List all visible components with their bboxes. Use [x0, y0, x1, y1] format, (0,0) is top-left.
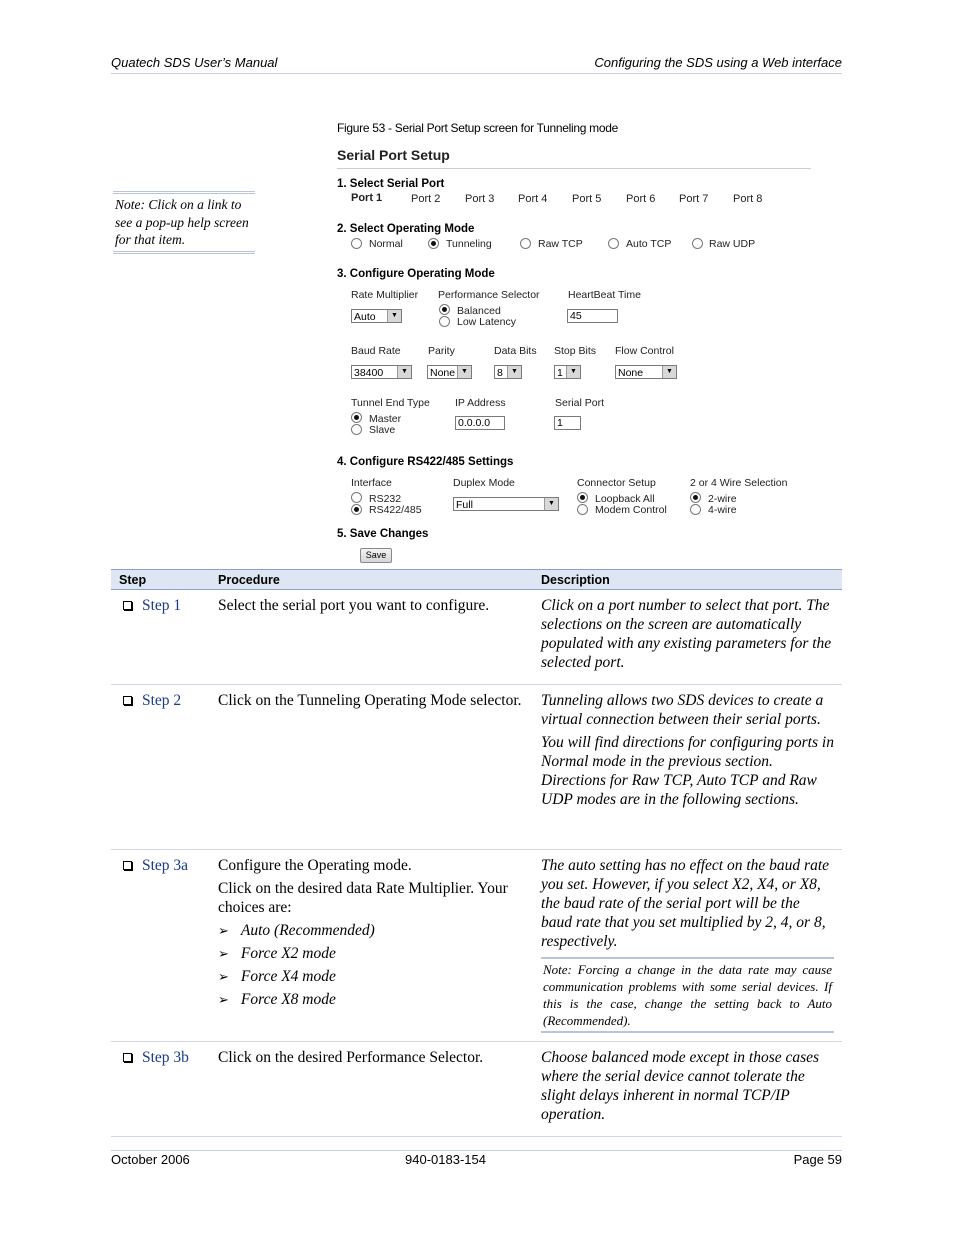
flow-control-select[interactable]: None ▼ — [615, 365, 677, 379]
mode-tunneling-label: Tunneling — [446, 238, 492, 250]
data-bits-label[interactable]: Data Bits — [494, 345, 537, 357]
section-select-port: 1. Select Serial Port — [337, 178, 445, 190]
header-section: Configuring the SDS using a Web interface — [594, 55, 842, 70]
wire-4-label: 4-wire — [708, 504, 737, 516]
footer-page-number: Page 59 — [793, 1152, 842, 1167]
arrow-bullet-icon: ➢ — [218, 946, 229, 961]
save-button[interactable]: Save — [360, 548, 392, 563]
performance-balanced-label: Balanced — [457, 305, 501, 317]
table-row — [111, 850, 842, 1042]
table-header-row — [111, 570, 842, 590]
baud-rate-label[interactable]: Baud Rate — [351, 345, 401, 357]
stop-bits-label[interactable]: Stop Bits — [554, 345, 597, 357]
procedure-text: Click on the desired data Rate Multiplier. Your choices are: — [218, 880, 508, 916]
tunnel-end-label[interactable]: Tunnel End Type — [351, 397, 430, 409]
interface-rs422-label: RS422/485 — [369, 504, 422, 516]
step-2-link[interactable]: Step 2 — [142, 692, 182, 709]
procedure-cell — [210, 850, 533, 1042]
mode-rawudp-label: Raw UDP — [709, 238, 756, 250]
step-cell — [111, 850, 210, 1042]
setup-title: Serial Port Setup — [337, 147, 450, 163]
mode-autotcp-radio[interactable] — [608, 238, 619, 249]
checkbox-bullet-icon — [123, 1053, 132, 1062]
tunnel-slave-radio[interactable] — [351, 424, 362, 435]
description-text: Tunneling allows two SDS devices to create a virtual connection between their serial ports. — [541, 692, 824, 728]
header-rule — [111, 73, 842, 74]
port-5-link[interactable]: Port 5 — [572, 193, 602, 205]
dropdown-arrow-icon: ▼ — [566, 366, 580, 378]
dropdown-arrow-icon: ▼ — [507, 366, 521, 378]
list-item: ➢ Auto (Recommended) — [218, 922, 375, 939]
heartbeat-input[interactable]: 45 — [567, 309, 618, 323]
parity-label[interactable]: Parity — [428, 345, 455, 357]
serial-port-input[interactable]: 1 — [554, 416, 581, 430]
step-1-link[interactable]: Step 1 — [142, 597, 182, 614]
col-header-description: Description — [533, 570, 842, 590]
section-save-changes: 5. Save Changes — [337, 528, 429, 540]
col-header-procedure: Procedure — [210, 570, 533, 590]
mode-normal-label: Normal — [369, 238, 403, 250]
serial-port-label[interactable]: Serial Port — [555, 397, 605, 409]
col-header-step: Step — [111, 570, 210, 590]
performance-selector-label[interactable]: Performance Selector — [438, 289, 540, 301]
interface-rs232-label: RS232 — [369, 493, 402, 505]
mode-tunneling-radio[interactable] — [428, 238, 439, 249]
description-text: Choose balanced mode except in those cases where the serial device cannot tolerate the slight delays inherent in normal TCP/IP operation. — [541, 1049, 820, 1123]
table-row — [111, 1042, 842, 1137]
connector-label[interactable]: Connector Setup — [577, 477, 656, 489]
description-cell — [533, 685, 842, 850]
performance-balanced-radio[interactable] — [439, 304, 450, 315]
wire-4-radio[interactable] — [690, 504, 701, 515]
procedure-cell — [210, 1042, 533, 1137]
parity-select[interactable]: None ▼ — [427, 365, 472, 379]
arrow-bullet-icon: ➢ — [218, 923, 229, 938]
tunnel-master-radio[interactable] — [351, 412, 362, 423]
performance-lowlatency-label: Low Latency — [457, 316, 516, 328]
duplex-select[interactable]: Full ▼ — [453, 497, 559, 511]
mode-rawudp-radio[interactable] — [692, 238, 703, 249]
section-operating-mode: 2. Select Operating Mode — [337, 223, 475, 235]
description-cell — [533, 590, 842, 685]
connector-loopback-radio[interactable] — [577, 492, 588, 503]
connector-modem-radio[interactable] — [577, 504, 588, 515]
table-row — [111, 590, 842, 685]
description-text: You will find directions for configuring ports in Normal mode in the previous section. Directions for Raw TCP, Auto TCP and Raw UDP modes are in the following sections. — [541, 734, 834, 808]
footer-rule — [111, 1150, 842, 1151]
procedure-text: Configure the Operating mode. — [218, 857, 412, 874]
setup-title-rule — [337, 168, 811, 169]
header-title: Quatech SDS User’s Manual — [111, 55, 278, 70]
arrow-bullet-icon: ➢ — [218, 992, 229, 1007]
port-7-link[interactable]: Port 7 — [679, 193, 709, 205]
ip-address-label[interactable]: IP Address — [455, 397, 506, 409]
side-note: Note: Click on a link to see a pop-up help screen for that item. — [113, 191, 255, 254]
rate-multiplier-options — [218, 921, 525, 1009]
checkbox-bullet-icon — [123, 696, 132, 705]
heartbeat-label[interactable]: HeartBeat Time — [568, 289, 641, 301]
wire-selection-label[interactable]: 2 or 4 Wire Selection — [690, 477, 788, 489]
description-cell — [533, 850, 842, 1042]
duplex-label[interactable]: Duplex Mode — [453, 477, 515, 489]
procedure-text: Click on the desired Performance Selector. — [218, 1049, 484, 1066]
dropdown-arrow-icon: ▼ — [544, 498, 558, 510]
procedure-cell — [210, 685, 533, 850]
step-cell — [111, 590, 210, 685]
procedure-text: Select the serial port you want to configure. — [218, 597, 490, 614]
wire-2-radio[interactable] — [690, 492, 701, 503]
footer-date: October 2006 — [111, 1152, 190, 1167]
baud-rate-select[interactable]: 38400 ▼ — [351, 365, 412, 379]
checkbox-bullet-icon — [123, 601, 132, 610]
description-text: The auto setting has no effect on the baud rate you set. However, if you select X2, X4, or X8, the baud rate of the serial port will be the baud rate that you set multiplied by 2, 4, or 8, respectively. — [541, 857, 830, 950]
dropdown-arrow-icon: ▼ — [662, 366, 676, 378]
figure-caption: Figure 53 - Serial Port Setup screen for Tunneling mode — [337, 121, 618, 135]
list-item: ➢ Force X4 mode — [218, 968, 336, 985]
port-1-link[interactable]: Port 1 — [351, 192, 383, 204]
stop-bits-select[interactable]: 1 ▼ — [554, 365, 581, 379]
checkbox-bullet-icon — [123, 861, 132, 870]
table-row — [111, 685, 842, 850]
procedure-table — [111, 569, 842, 1137]
port-8-link[interactable]: Port 8 — [733, 193, 763, 205]
description-text: Click on a port number to select that port. The selections on the screen are automatically populated with any existing parameters for the selected port. — [541, 597, 832, 671]
footer-doc-number: 940-0183-154 — [405, 1152, 486, 1167]
arrow-bullet-icon: ➢ — [218, 969, 229, 984]
tunnel-master-label: Master — [369, 413, 402, 425]
mode-autotcp-label: Auto TCP — [626, 238, 672, 250]
mode-normal-radio[interactable] — [351, 238, 362, 249]
mode-rawtcp-label: Raw TCP — [538, 238, 583, 250]
dropdown-arrow-icon: ▼ — [457, 366, 471, 378]
ip-address-input[interactable]: 0.0.0.0 — [455, 416, 505, 430]
rate-multiplier-select[interactable]: Auto ▼ — [351, 309, 402, 323]
procedure-text: Click on the Tunneling Operating Mode selector. — [218, 692, 522, 709]
wire-2-label: 2-wire — [708, 493, 737, 505]
section-rs422-settings: 4. Configure RS422/485 Settings — [337, 456, 514, 468]
performance-lowlatency-radio[interactable] — [439, 316, 450, 327]
flow-control-label[interactable]: Flow Control — [615, 345, 674, 357]
description-note: Note: Forcing a change in the data rate may cause communication problems with some serial devices. If this is the case, change the setting back to Auto (Recommended). — [541, 957, 834, 1033]
port-4-link[interactable]: Port 4 — [518, 193, 548, 205]
port-2-link[interactable]: Port 2 — [411, 193, 441, 205]
port-6-link[interactable]: Port 6 — [626, 193, 656, 205]
port-3-link[interactable]: Port 3 — [465, 193, 495, 205]
interface-label[interactable]: Interface — [351, 477, 392, 489]
tunnel-slave-label: Slave — [369, 424, 396, 436]
dropdown-arrow-icon: ▼ — [387, 310, 401, 322]
list-item: ➢ Force X2 mode — [218, 945, 336, 962]
data-bits-select[interactable]: 8 ▼ — [494, 365, 522, 379]
procedure-cell — [210, 590, 533, 685]
description-cell — [533, 1042, 842, 1137]
connector-loopback-label: Loopback All — [595, 493, 655, 505]
section-configure-mode: 3. Configure Operating Mode — [337, 268, 495, 280]
dropdown-arrow-icon: ▼ — [397, 366, 411, 378]
mode-rawtcp-radio[interactable] — [520, 238, 531, 249]
rate-multiplier-label[interactable]: Rate Multiplier — [351, 289, 419, 301]
interface-rs422-radio[interactable] — [351, 504, 362, 515]
list-item: ➢ Force X8 mode — [218, 991, 336, 1008]
step-3a-link[interactable]: Step 3a — [142, 857, 189, 874]
step-cell — [111, 1042, 210, 1137]
step-3b-link[interactable]: Step 3b — [142, 1049, 189, 1066]
connector-modem-label: Modem Control — [595, 504, 667, 516]
step-cell — [111, 685, 210, 850]
interface-rs232-radio[interactable] — [351, 492, 362, 503]
